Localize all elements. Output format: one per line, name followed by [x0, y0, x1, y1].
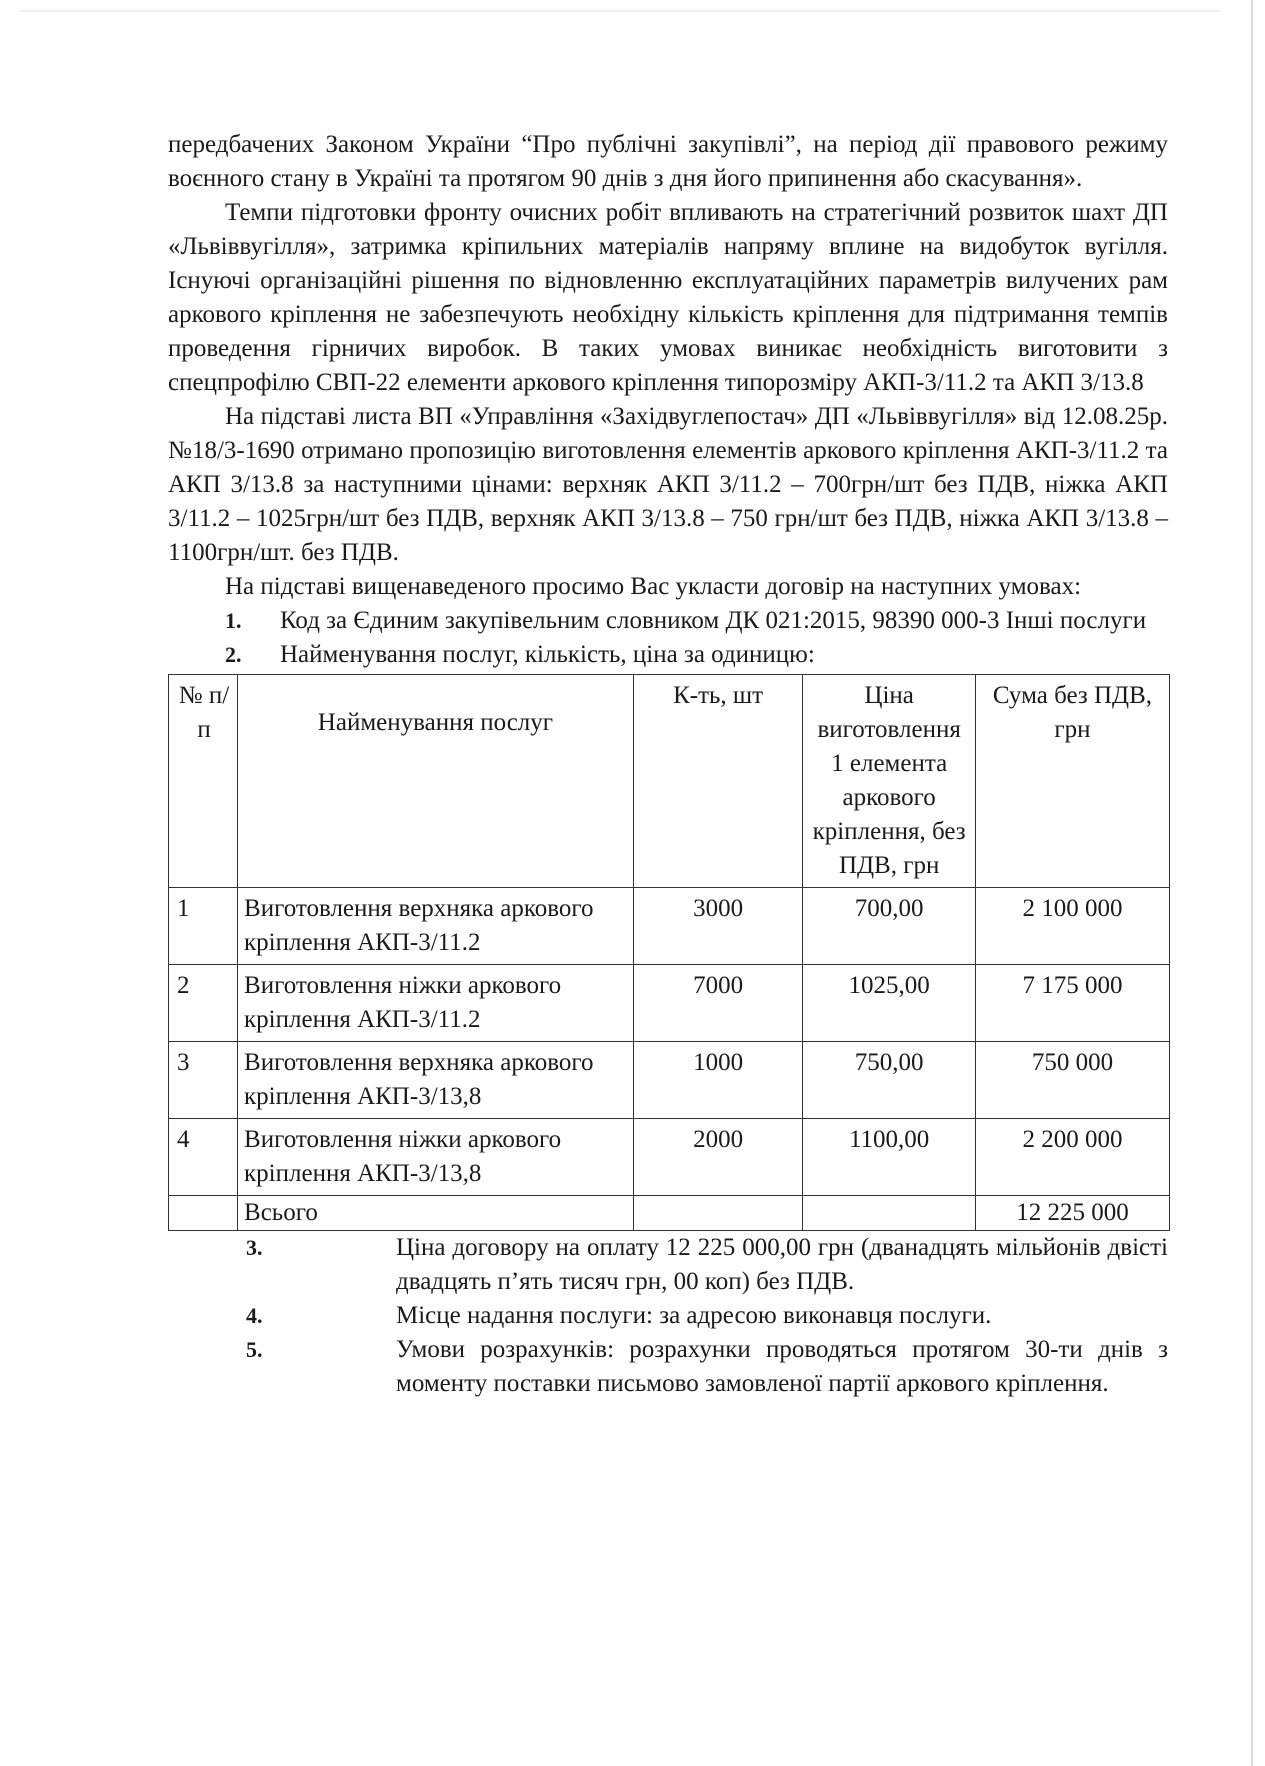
list-item-number: 2. — [225, 642, 242, 667]
total-label: Всього — [238, 1196, 634, 1231]
list-item-text: Ціна договору на оплату 12 225 000,00 грн (дванадцять мільйонів двісті двадцять п’ять тисяч грн, 00 коп) без ПДВ. — [396, 1234, 1168, 1295]
paragraph-request: На підставі вищенаведеного просимо Вас укласти договір на наступних умовах: — [225, 573, 1082, 600]
list-item-text: Найменування послуг, кількість, ціна за одиницю: — [280, 641, 815, 668]
list-item-number: 5. — [246, 1337, 263, 1362]
list-item-number: 1. — [225, 608, 242, 633]
cell-price: 700,00 — [803, 888, 975, 965]
cell-sum: 2 100 000 — [975, 888, 1169, 965]
header-name: Найменування послуг — [238, 675, 634, 888]
paragraph-justification: Темпи підготовки фронту очисних робіт впливають на стратегічний розвиток шахт ДП «Львіввугілля», затримка кріпильних матеріалів напряму вплине на видобуток вугілля. Існуючі організаційні рішення по відновленню експлуатаційних параметрів вилучених рам аркового кріплення не забезпечують необхідну кількість кріплення для підтримання темпів проведення гірничих виробок. В таких умовах виникає необхідність виготовити з спецпрофілю СВП-22 елементи аркового кріплення типорозміру АКП-3/11.2 та АКП 3/13.8 — [168, 199, 1168, 396]
cell-num: 1 — [169, 888, 238, 965]
cell-name: Виготовлення верхняка аркового кріплення АКП-3/11.2 — [238, 888, 634, 965]
header-num: № п/п — [169, 675, 238, 888]
document-page — [168, 128, 1168, 1401]
paragraph-offer: На підставі листа ВП «Управління «Західвуглепостач» ДП «Львіввугілля» від 12.08.25р. №18/3-1690 отримано пропозицію виготовлення елементів аркового кріплення АКП-3/11.2 та АКП 3/13.8 за наступними цінами: верхняк АКП 3/11.2 – 700грн/шт без ПДВ, ніжка АКП 3/11.2 – 1025грн/шт без ПДВ, верхняк АКП 3/13.8 – 750 грн/шт без ПДВ, ніжка АКП 3/13.8 – 1100грн/шт. без ПДВ. — [168, 403, 1168, 566]
cell-sum: 2 200 000 — [975, 1119, 1169, 1196]
cell-qty: 2000 — [633, 1119, 803, 1196]
scan-artifact-top — [20, 10, 1220, 12]
cell-name: Виготовлення ніжки аркового кріплення АКП-3/11.2 — [238, 965, 634, 1042]
table-row — [169, 1042, 1170, 1119]
cell-num: 2 — [169, 965, 238, 1042]
cell-sum: 7 175 000 — [975, 965, 1169, 1042]
table-row — [169, 965, 1170, 1042]
list-item-number: 3. — [246, 1235, 263, 1260]
list-item — [168, 604, 1168, 638]
list-item — [168, 638, 1168, 672]
list-item — [246, 1299, 1168, 1333]
cell-price: 750,00 — [803, 1042, 975, 1119]
cell-name: Виготовлення верхняка аркового кріплення АКП-3/13,8 — [238, 1042, 634, 1119]
total-value: 12 225 000 — [975, 1196, 1169, 1231]
table-total-row — [169, 1196, 1170, 1231]
header-qty: К-ть, шт — [633, 675, 803, 888]
list-item — [246, 1333, 1168, 1401]
cell-name: Виготовлення ніжки аркового кріплення АКП-3/13,8 — [238, 1119, 634, 1196]
cell-empty — [633, 1196, 803, 1231]
header-price: Ціна виготовлення 1 елемента аркового кріплення, без ПДВ, грн — [803, 675, 975, 888]
cell-empty — [803, 1196, 975, 1231]
list-item — [246, 1231, 1168, 1299]
list-item-text: Код за Єдиним закупівельним словником ДК 021:2015, 98390 000-3 Інші послуги — [280, 607, 1147, 634]
list-item-number: 4. — [246, 1303, 263, 1328]
header-sum: Сума без ПДВ, грн — [975, 675, 1169, 888]
cell-empty — [169, 1196, 238, 1231]
paragraph-law-reference: передбачених Законом України “Про публічні закупівлі”, на період дії правового режиму воєнного стану в Україні та протягом 90 днів з дня його припинення або скасування». — [168, 131, 1168, 192]
cell-sum: 750 000 — [975, 1042, 1169, 1119]
table-row — [169, 888, 1170, 965]
table-header-row — [169, 675, 1170, 888]
list-item-text: Місце надання послуги: за адресою виконавця послуги. — [396, 1302, 992, 1329]
services-table — [168, 674, 1170, 1231]
cell-price: 1100,00 — [803, 1119, 975, 1196]
table-row — [169, 1119, 1170, 1196]
list-item-text: Умови розрахунків: розрахунки проводяться протягом 30-ти днів з моменту поставки письмово замовленої партії аркового кріплення. — [396, 1336, 1168, 1397]
cell-qty: 7000 — [633, 965, 803, 1042]
scan-artifact-edge — [1251, 0, 1253, 1766]
cell-num: 3 — [169, 1042, 238, 1119]
cell-qty: 1000 — [633, 1042, 803, 1119]
cell-qty: 3000 — [633, 888, 803, 965]
cell-num: 4 — [169, 1119, 238, 1196]
cell-price: 1025,00 — [803, 965, 975, 1042]
